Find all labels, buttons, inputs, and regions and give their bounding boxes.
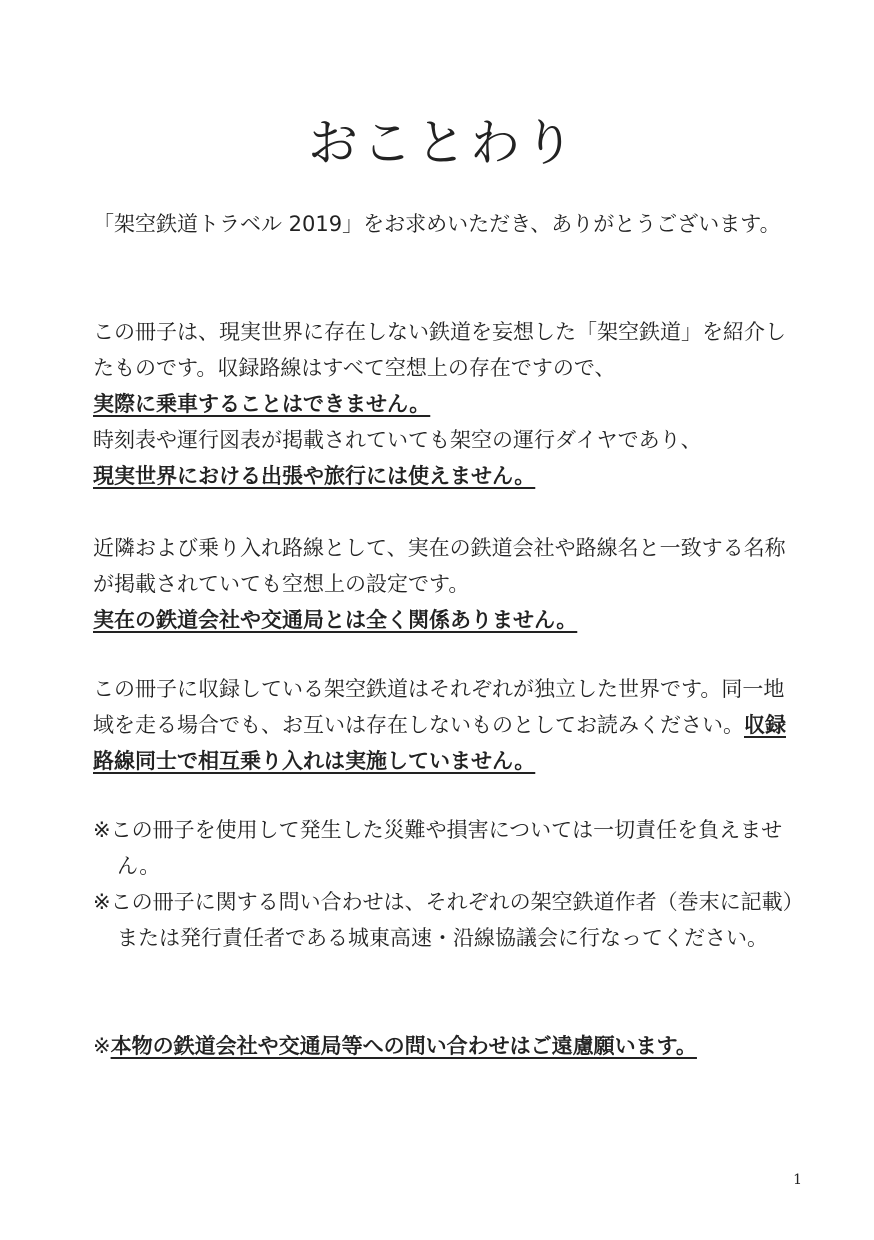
note-mark: ※ <box>93 1034 111 1058</box>
note-liability: ※この冊子を使用して発生した災難や損害については一切責任を負えません。 <box>93 818 783 878</box>
page-number: 1 <box>793 1172 802 1188</box>
real-names-text: 近隣および乗り入れ路線として、実在の鉄道会社や路線名と一致する名称が掲載されていても空想上の設定です。 <box>93 536 786 596</box>
no-boarding-warning: 実際に乗車することはできません。 <box>93 392 431 416</box>
no-travel-use-warning: 現実世界における出張や旅行には使えません。 <box>93 464 536 488</box>
note-real-companies <box>93 1028 793 1064</box>
disclaimer-paragraph-independent <box>93 671 793 779</box>
greeting-text: 「架空鉄道トラベル 2019」をお求めいただき、ありがとうございます。 <box>93 212 781 236</box>
independent-worlds-text: この冊子に収録している架空鉄道はそれぞれが独立した世界です。同一地域を走る場合でも、お互いは存在しないものとしてお読みください。 <box>93 677 785 737</box>
no-relation-warning: 実在の鉄道会社や交通局とは全く関係ありません。 <box>93 608 578 632</box>
disclaimer-paragraph-fictional <box>93 314 793 494</box>
fictional-intro-text: この冊子は、現実世界に存在しない鉄道を妄想した「架空鉄道」を紹介したものです。収録路線はすべて空想上の存在ですので、 <box>93 320 786 380</box>
timetable-text: 時刻表や運行図表が掲載されていても架空の運行ダイヤであり、 <box>93 428 702 452</box>
note-inquiries: ※この冊子に関する問い合わせは、それぞれの架空鉄道作者（巻末に記載）または発行責任者である城東高速・沿線協議会に行なってください。 <box>93 890 804 950</box>
no-real-company-inquiries-warning: 本物の鉄道会社や交通局等への問い合わせはご遠慮願います。 <box>110 1034 697 1058</box>
no-through-service-warning: 収録路線同士で相互乗り入れは実施していません。 <box>93 713 786 773</box>
page-title: おことわり <box>308 114 578 172</box>
greeting-paragraph <box>93 206 793 242</box>
disclaimer-paragraph-real-names <box>93 530 793 638</box>
